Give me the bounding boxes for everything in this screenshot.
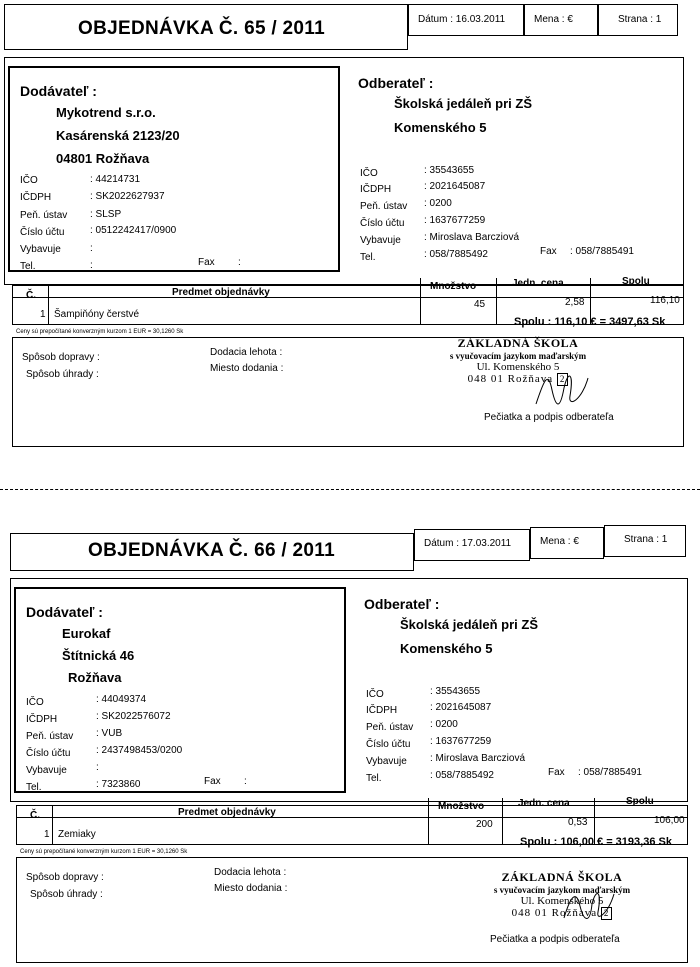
transport-label: Spôsob dopravy : xyxy=(22,352,100,363)
col-divider xyxy=(428,798,429,845)
delivery-term-label: Dodacia lehota : xyxy=(210,347,283,358)
order-title: OBJEDNÁVKA Č. 65 / 2011 xyxy=(78,18,325,39)
supplier-bank: : VUB xyxy=(96,728,123,739)
transport-label: Spôsob dopravy : xyxy=(26,872,104,883)
customer-ico-label: IČO xyxy=(366,689,384,700)
customer-account: : 1637677259 xyxy=(424,215,486,226)
stamp-city: 048 01 Rožňava xyxy=(511,907,598,919)
supplier-tel: : xyxy=(90,260,93,271)
stamp-box: 2 xyxy=(557,373,569,386)
order-currency: Mena : € xyxy=(540,536,579,547)
payment-label: Spôsob úhrady : xyxy=(26,369,99,380)
signature-scribble xyxy=(560,880,620,932)
col-divider xyxy=(502,798,503,845)
customer-handler-label: Vybavuje xyxy=(360,235,401,246)
customer-icdph-label: IČDPH xyxy=(366,705,398,716)
supplier-ico: : 44214731 xyxy=(90,174,141,185)
row-no: 1 xyxy=(44,829,50,840)
supplier-icdph: : SK2022576072 xyxy=(96,711,171,722)
customer-name: Školská jedáleň pri ZŠ xyxy=(400,617,538,632)
row-qty: 200 xyxy=(476,819,493,830)
supplier-fax-label: Fax xyxy=(204,776,221,787)
customer-bank: : 0200 xyxy=(424,198,452,209)
supplier-tel-label: Tel. xyxy=(20,261,36,272)
row-item: Zemiaky xyxy=(58,829,96,840)
supplier-fax: : xyxy=(244,776,247,787)
stamp-line2: s vyučovacím jazykom maďarským xyxy=(449,351,587,361)
sum-line: Spolu : 116,10 € = 3497,63 Sk xyxy=(514,316,666,328)
supplier-icdph-label: IČDPH xyxy=(20,192,52,203)
col-divider xyxy=(496,278,497,325)
col-qty-header: Množstvo xyxy=(438,801,485,812)
customer-bank: : 0200 xyxy=(430,719,458,730)
supplier-name: Eurokaf xyxy=(62,626,111,641)
col-no-header: Č. xyxy=(26,290,36,301)
customer-tel: : 058/7885492 xyxy=(424,249,488,260)
customer-handler: : Miroslava Barcziová xyxy=(424,232,520,243)
customer-account: : 1637677259 xyxy=(430,736,492,747)
stamp-line1: ZÁKLADNÁ ŠKOLA xyxy=(501,870,623,884)
col-total-header: Spolu xyxy=(622,276,650,287)
supplier-handler: : xyxy=(96,762,99,773)
supplier-ico-label: IČO xyxy=(26,697,44,708)
customer-name: Školská jedáleň pri ZŠ xyxy=(394,96,532,111)
row-item: Šampiňóny čerstvé xyxy=(54,309,140,320)
supplier-account: : 2437498453/0200 xyxy=(96,745,183,756)
stamp-line3: Ul. Komenského 5 xyxy=(520,895,604,907)
supplier-icdph-label: IČDPH xyxy=(26,714,58,725)
supplier-city: 04801 Rožňava xyxy=(56,151,150,166)
supplier-tel: : 7323860 xyxy=(96,779,141,790)
col-price-header: Jedn. cena xyxy=(512,278,564,289)
stamp-city: 048 01 Rožňava xyxy=(467,373,554,385)
supplier-name: Mykotrend s.r.o. xyxy=(56,105,156,120)
customer-handler: : Miroslava Barcziová xyxy=(430,753,526,764)
supplier-handler-label: Vybavuje xyxy=(26,765,67,776)
customer-heading: Odberateľ : xyxy=(364,596,440,612)
col-no-header: Č. xyxy=(30,810,40,821)
col-item-header: Predmet objednávky xyxy=(172,287,270,298)
customer-tel-label: Tel. xyxy=(366,773,382,784)
order-title: OBJEDNÁVKA Č. 66 / 2011 xyxy=(88,540,335,561)
row-no: 1 xyxy=(40,309,46,320)
stamp-box: 2 xyxy=(601,907,613,920)
row-price: 0,53 xyxy=(568,817,588,828)
order-date: Dátum : 17.03.2011 xyxy=(424,538,512,549)
customer-icdph: : 2021645087 xyxy=(430,702,492,713)
order-currency: Mena : € xyxy=(534,14,573,25)
customer-ico-label: IČO xyxy=(360,168,378,179)
customer-handler-label: Vybavuje xyxy=(366,756,407,767)
conversion-note: Ceny sú prepočítané konverzným kurzom 1 EUR = 30,1260 Sk xyxy=(16,329,184,335)
supplier-city: Rožňava xyxy=(68,670,122,685)
customer-fax: : 058/7885491 xyxy=(578,767,642,778)
customer-bank-label: Peň. ústav xyxy=(360,201,408,212)
customer-heading: Odberateľ : xyxy=(358,75,434,91)
delivery-place-label: Miesto dodania : xyxy=(214,883,288,894)
conversion-note: Ceny sú prepočítané konverzným kurzom 1 EUR = 30,1260 Sk xyxy=(20,849,188,855)
customer-fax-label: Fax xyxy=(548,767,565,778)
supplier-ico-label: IČO xyxy=(20,175,38,186)
supplier-fax: : xyxy=(238,257,241,268)
customer-fax-label: Fax xyxy=(540,246,557,257)
supplier-heading: Dodávateľ : xyxy=(26,604,103,620)
supplier-fax-label: Fax xyxy=(198,257,215,268)
customer-tel: : 058/7885492 xyxy=(430,770,494,781)
col-divider xyxy=(48,285,49,325)
order-page: Strana : 1 xyxy=(618,14,662,25)
row-total: 106,00 xyxy=(654,815,685,826)
customer-icdph: : 2021645087 xyxy=(424,181,486,192)
supplier-bank: : SLSP xyxy=(90,209,122,220)
supplier-handler: : xyxy=(90,243,93,254)
customer-ico: : 35543655 xyxy=(424,165,475,176)
delivery-term-label: Dodacia lehota : xyxy=(214,867,287,878)
delivery-place-label: Miesto dodania : xyxy=(210,363,284,374)
supplier-street: Štítnická 46 xyxy=(62,648,135,663)
signature-scribble xyxy=(530,360,600,420)
col-divider xyxy=(52,805,53,845)
order-page: Strana : 1 xyxy=(624,534,668,545)
supplier-handler-label: Vybavuje xyxy=(20,244,61,255)
customer-account-label: Číslo účtu xyxy=(366,739,411,750)
sum-line: Spolu : 106,00 € = 3193,36 Sk xyxy=(520,836,672,848)
order-date: Dátum : 16.03.2011 xyxy=(418,14,506,25)
customer-icdph-label: IČDPH xyxy=(360,184,392,195)
supplier-heading: Dodávateľ : xyxy=(20,83,97,99)
customer-tel-label: Tel. xyxy=(360,252,376,263)
payment-label: Spôsob úhrady : xyxy=(30,889,103,900)
supplier-account-label: Číslo účtu xyxy=(20,227,65,238)
supplier-bank-label: Peň. ústav xyxy=(20,210,68,221)
stamp-line2: s vyučovacím jazykom maďarským xyxy=(493,885,631,895)
customer-bank-label: Peň. ústav xyxy=(366,722,414,733)
row-total: 116,10 xyxy=(650,295,680,306)
col-qty-header: Množstvo xyxy=(430,281,477,292)
signature-label: Pečiatka a podpis odberateľa xyxy=(484,412,614,423)
supplier-street: Kasárenská 2123/20 xyxy=(56,128,180,143)
col-price-header: Jedn. cena xyxy=(518,798,570,809)
customer-street: Komenského 5 xyxy=(400,641,493,656)
supplier-ico: : 44049374 xyxy=(96,694,147,705)
stamp-line3: Ul. Komenského 5 xyxy=(476,361,560,373)
customer-fax: : 058/7885491 xyxy=(570,246,634,257)
signature-label: Pečiatka a podpis odberateľa xyxy=(490,934,620,945)
supplier-bank-label: Peň. ústav xyxy=(26,731,74,742)
supplier-tel-label: Tel. xyxy=(26,782,42,793)
row-price: 2,58 xyxy=(565,297,585,308)
customer-account-label: Číslo účtu xyxy=(360,218,405,229)
supplier-icdph: : SK2022627937 xyxy=(90,191,165,202)
col-divider xyxy=(420,278,421,325)
stamp-line1: ZÁKLADNÁ ŠKOLA xyxy=(457,336,579,350)
supplier-account: : 0512242417/0900 xyxy=(90,225,177,236)
cut-line xyxy=(0,489,700,490)
col-item-header: Predmet objednávky xyxy=(178,807,276,818)
col-total-header: Spolu xyxy=(626,796,654,807)
row-qty: 45 xyxy=(474,299,486,310)
customer-street: Komenského 5 xyxy=(394,120,487,135)
supplier-account-label: Číslo účtu xyxy=(26,748,71,759)
customer-ico: : 35543655 xyxy=(430,686,481,697)
